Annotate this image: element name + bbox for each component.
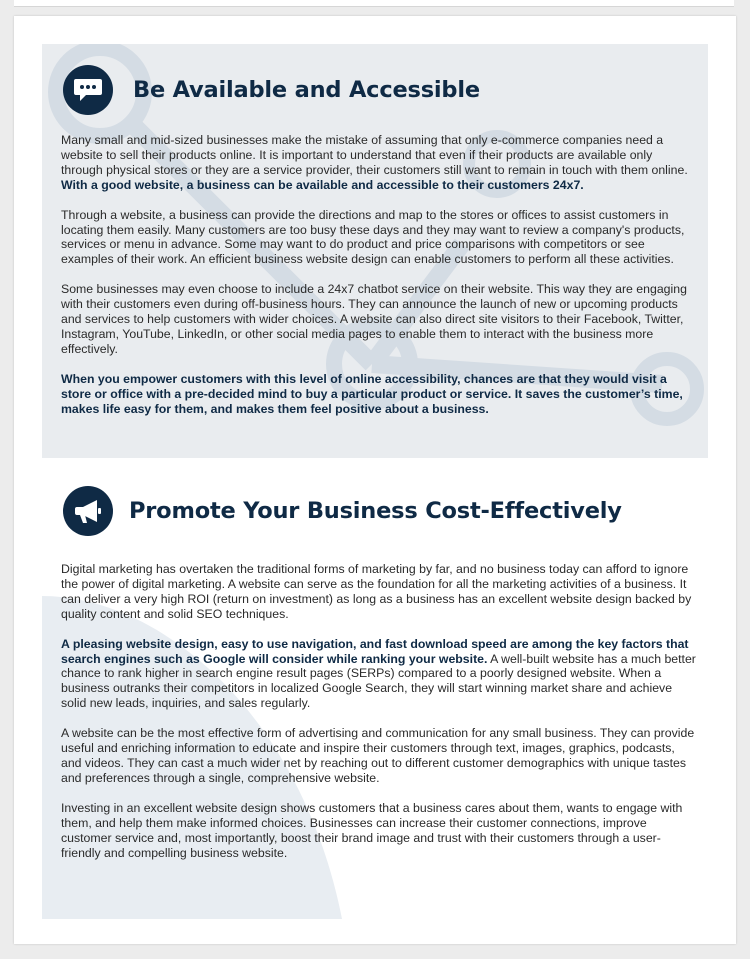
megaphone-icon bbox=[63, 486, 113, 536]
section-1-body bbox=[61, 133, 697, 432]
paragraph: Through a website, a business can provide the directions and map to the stores or offices to assist customers in locating them easily. Many customers are too busy these days and they may want to review a company's products, services or menu in advance. Some may want to do product and price comparisons with competitors or see examples of their work. An efficient business website design can enable customers to perform all these activities. bbox=[61, 207, 685, 267]
emphasis-text: With a good website, a business can be available and accessible to their customers 24x7. bbox=[61, 177, 584, 192]
document-page bbox=[14, 16, 736, 944]
section-1-header bbox=[63, 65, 480, 115]
paragraph: A website can be the most effective form of advertising and communication for any small business. They can provide useful and enriching information to educate and inspire their customers through text, images, graphics, podcasts, and videos. They can cast a much wider net by reaching out to different customer demographics with unique tastes and preferences through a single, comprehensive website. bbox=[61, 726, 695, 785]
chat-bubble-icon bbox=[63, 65, 113, 115]
callout-paragraph: When you empower customers with this level of online accessibility, chances are that they would visit a store or office with a pre-decided mind to buy a particular product or service. It saves the customer’s time, makes life easy for them, and makes them feel positive about a business. bbox=[61, 371, 683, 416]
emphasis-text: A pleasing website design, easy to use navigation, and fast download speed are among the key factors that search engines such as Google will consider while ranking your website. bbox=[61, 636, 689, 666]
paragraph bbox=[61, 637, 697, 712]
paragraph: Investing in an excellent website design shows customers that a business cares about them, wants to engage with them, and help them make informed choices. Businesses can increase their customer connections, improve customer service and, most importantly, boost their brand image and trust with their customers through a user-friendly and compelling business website. bbox=[61, 800, 683, 860]
paragraph: Some businesses may even choose to include a 24x7 chatbot service on their website. This way they are engaging with their customers even during off-business hours. They can announce the launch of new or upcoming products and services to help customers with wider choices. A website can also direct site visitors to their Facebook, Twitter, Instagram, YouTube, LinkedIn, or other social media pages to enable them to interact with the business more effectively. bbox=[61, 282, 687, 356]
paragraph: Digital marketing has overtaken the traditional forms of marketing by far, and no business today can afford to ignore the power of digital marketing. A website can serve as the foundation for all the marketing activities of a business. It can deliver a very high ROI (return on investment) as long as a business has an excellent website design backed by quality content and solid SEO techniques. bbox=[61, 562, 692, 621]
paragraph-text: Many small and mid-sized businesses make the mistake of assuming that only e-commerce companies need a website to sell their products online. It is important to understand that even if their products are available only through physical stores or they are a service provider, their customers still want to remain in touch with them online. bbox=[61, 133, 688, 177]
section-2-title: Promote Your Business Cost-Effectively bbox=[129, 498, 622, 524]
previous-page-edge bbox=[14, 0, 734, 7]
section-1-title: Be Available and Accessible bbox=[133, 77, 480, 103]
section-2-body bbox=[61, 562, 697, 875]
section-2-header bbox=[63, 486, 622, 536]
paragraph-text: A well-built website has a much better chance to rank higher in search engine result pages (SERPs) compared to a poorly designed website. When a business outranks their competitors in localized Google Search, they will start winning market share and achieve solid new leads, inquiries, and sales regularly. bbox=[61, 651, 696, 711]
paragraph bbox=[61, 133, 697, 193]
